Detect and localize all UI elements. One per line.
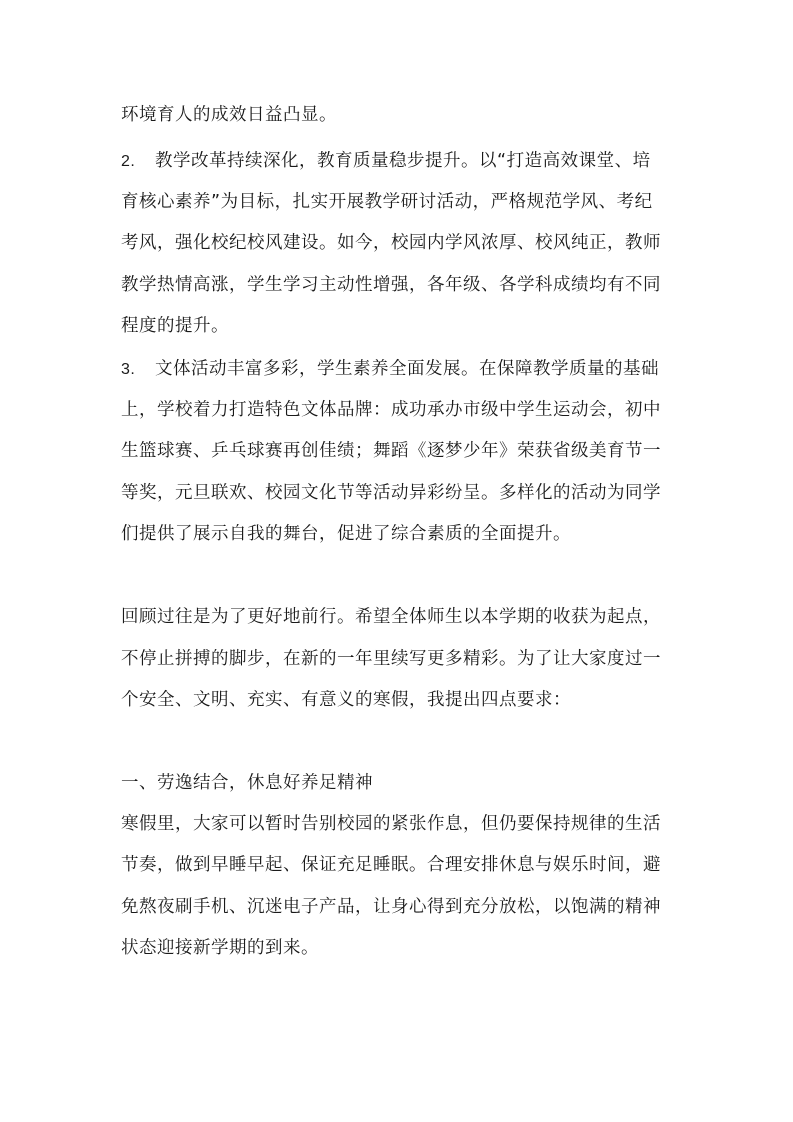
text-line: 程度的提升。 <box>121 316 229 336</box>
text-line: 生篮球赛、乒乓球赛再创佳绩；舞蹈《逐梦少年》荣获省级美育节一 <box>121 441 661 461</box>
list-item-2-line <box>121 149 681 174</box>
text-line: 寒假里，大家可以暂时告别校园的紧张作息，但仍要保持规律的生活 <box>121 814 661 834</box>
text-line: 环境育人的成效日益凸显。 <box>121 105 337 125</box>
text-line: 节奏，做到早睡早起、保证充足睡眠。合理安排休息与娱乐时间，避 <box>121 855 661 875</box>
text-line: 教学热情高涨，学生学习主动性增强，各年级、各学科成绩均有不同 <box>121 275 661 295</box>
text-line: 回顾过往是为了更好地前行。希望全体师生以本学期的收获为起点， <box>121 607 661 627</box>
text-line: 等奖，元旦联欢、校园文化节等活动异彩纷呈。多样化的活动为同学 <box>121 483 661 503</box>
text-line: 上，学校着力打造特色文体品牌：成功承办市级中学生运动会，初中 <box>121 400 661 420</box>
text-line: 文体活动丰富多彩，学生素养全面发展。在保障教学质量的基础 <box>155 359 659 379</box>
text-line: 考风，强化校纪校风建设。如今，校园内学风浓厚、校风纯正，教师 <box>121 233 661 253</box>
text-line: 免熬夜刷手机、沉迷电子产品，让身心得到充分放松，以饱满的精神 <box>121 897 661 917</box>
text-line: 状态迎接新学期的到来。 <box>121 938 319 958</box>
section-heading: 一、劳逸结合，休息好养足精神 <box>121 773 373 793</box>
list-number: 3. <box>121 361 136 378</box>
text-line: 不停止拼搏的脚步，在新的一年里续写更多精彩。为了让大家度过一 <box>121 649 661 669</box>
text-line: 教学改革持续深化，教育质量稳步提升。以“打造高效课堂、培 <box>155 151 651 171</box>
list-item-3-line <box>121 357 681 382</box>
text-line: 们提供了展示自我的舞台，促进了综合素质的全面提升。 <box>121 524 571 544</box>
text-line: 育核心素养”为目标，扎实开展教学研讨活动，严格规范学风、考纪 <box>121 192 653 212</box>
text-line: 个安全、文明、充实、有意义的寒假，我提出四点要求： <box>121 690 571 710</box>
list-number: 2. <box>121 153 136 170</box>
